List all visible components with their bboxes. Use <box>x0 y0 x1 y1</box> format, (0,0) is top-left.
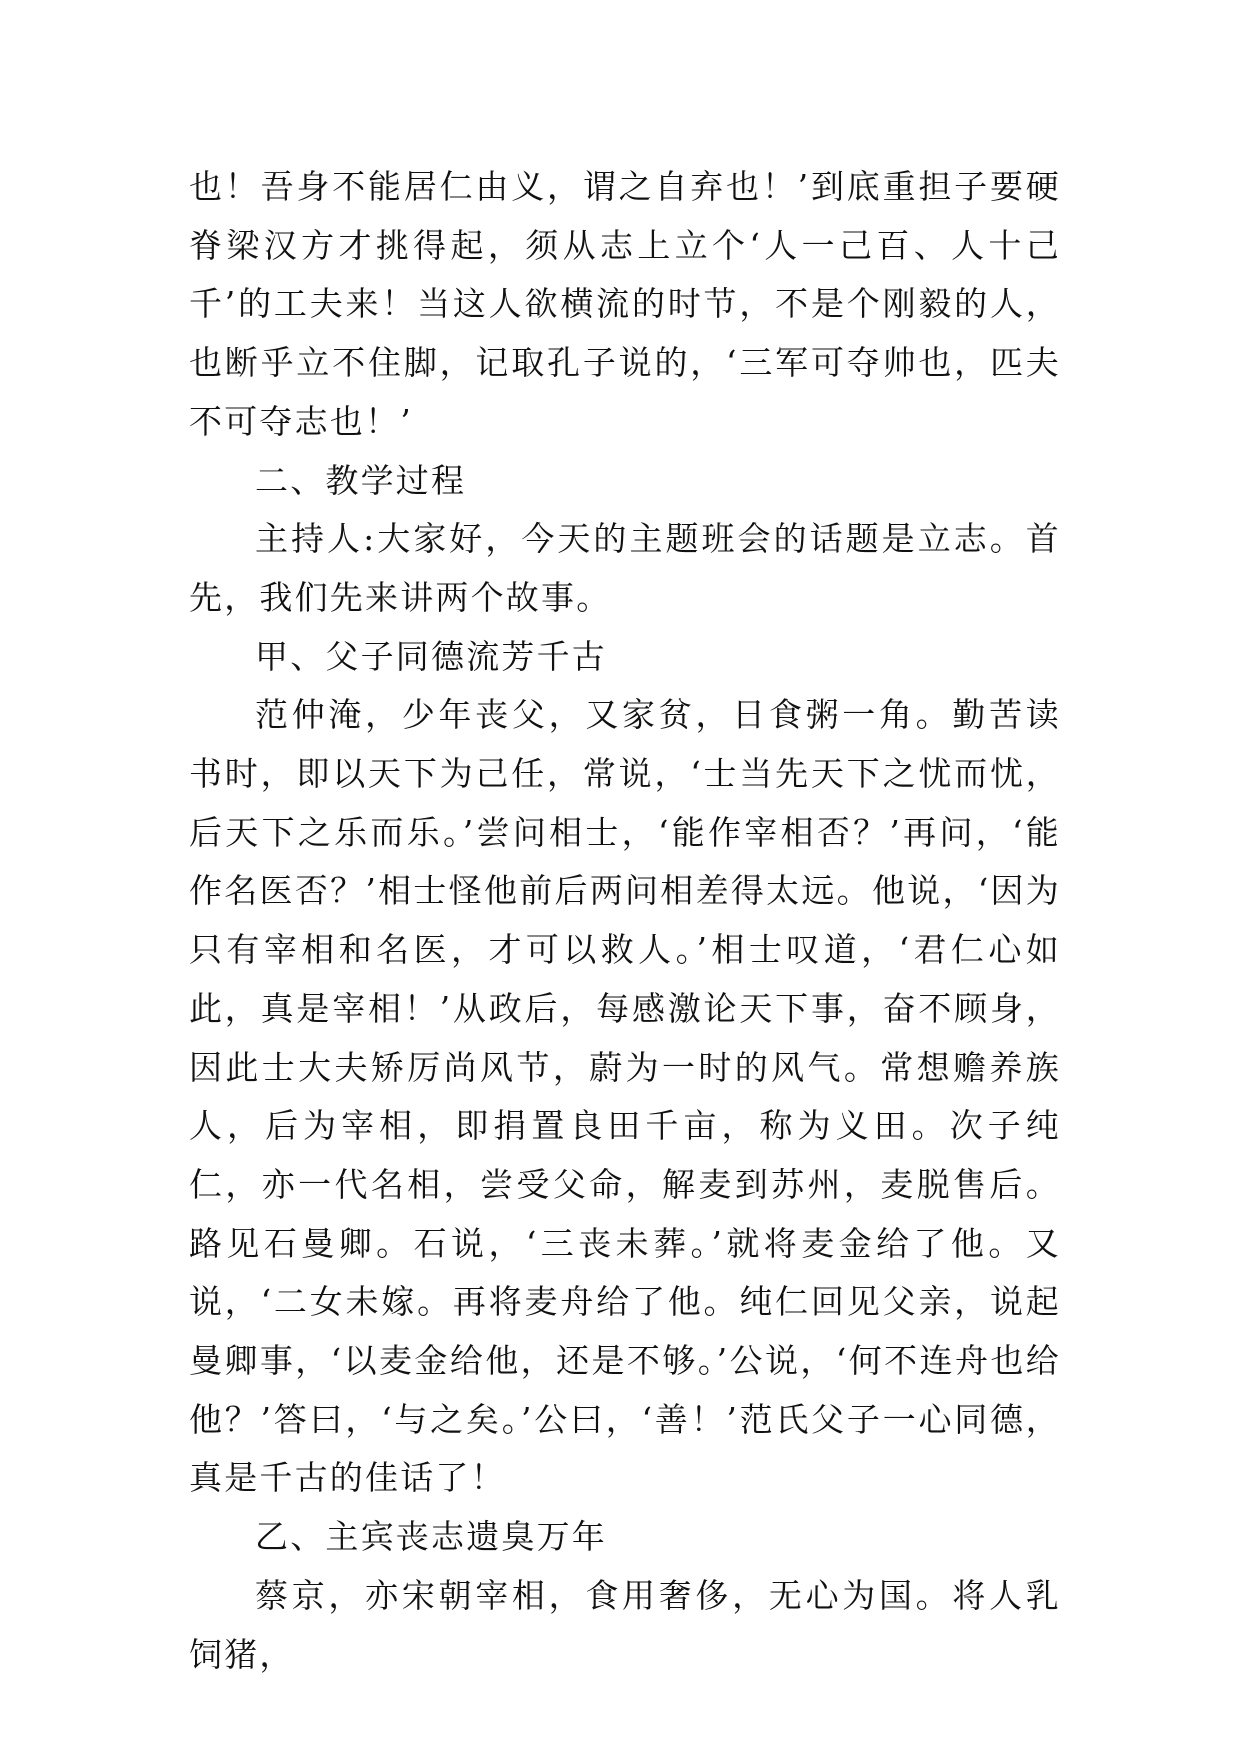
paragraph-story-b: 蔡京，亦宋朝宰相，食用奢侈，无心为国。将人乳饲猪， <box>189 1575 1061 1674</box>
subheading-story-b: 乙、主宾丧志遗臭万年 <box>255 1517 607 1557</box>
paragraph-continuation: 也！吾身不能居仁由义，谓之自弃也！’到底重担子要硬脊梁汉方才挑得起，须从志上立个‘人一己百、人十己千’的工夫来！当这人欲横流的时节，不是个刚毅的人，也断乎立不住脚，记取孔子说的，‘三军可夺帅也，匹夫不可夺志也！’ <box>189 167 1061 441</box>
document-body <box>189 158 1061 1684</box>
section-heading-teaching-process: 二、教学过程 <box>255 460 467 500</box>
paragraph-host-intro: 主持人:大家好，今天的主题班会的话题是立志。首先，我们先来讲两个故事。 <box>189 519 1061 617</box>
paragraph-story-a: 范仲淹，少年丧父，又家贫，日食粥一角。勤苦读书时，即以天下为己任，常说，‘士当先天下之忧而忧，后天下之乐而乐。’尝问相士，‘能作宰相否？’再问，‘能作名医否？’相士怪他前后两问相差得太远。他说，‘因为只有宰相和名医，才可以救人。’相士叹道，‘君仁心如此，真是宰相！’从政后，每感激论天下事，奋不顾身，因此士大夫矫厉尚风节，蔚为一时的风气。常想赡养族人，后为宰相，即捐置良田千亩，称为义田。次子纯仁，亦一代名相，尝受父命，解麦到苏州，麦脱售后。路见石曼卿。石说，‘三丧未葬。’就将麦金给了他。又说，‘二女未嫁。再将麦舟给了他。纯仁回见父亲，说起曼卿事，‘以麦金给他，还是不够。’公说，‘何不连舟也给他？’答曰，‘与之矣。’公曰，‘善！’范氏父子一心同德，真是千古的佳话了！ <box>189 695 1061 1498</box>
subheading-story-a: 甲、父子同德流芳千古 <box>255 636 607 676</box>
